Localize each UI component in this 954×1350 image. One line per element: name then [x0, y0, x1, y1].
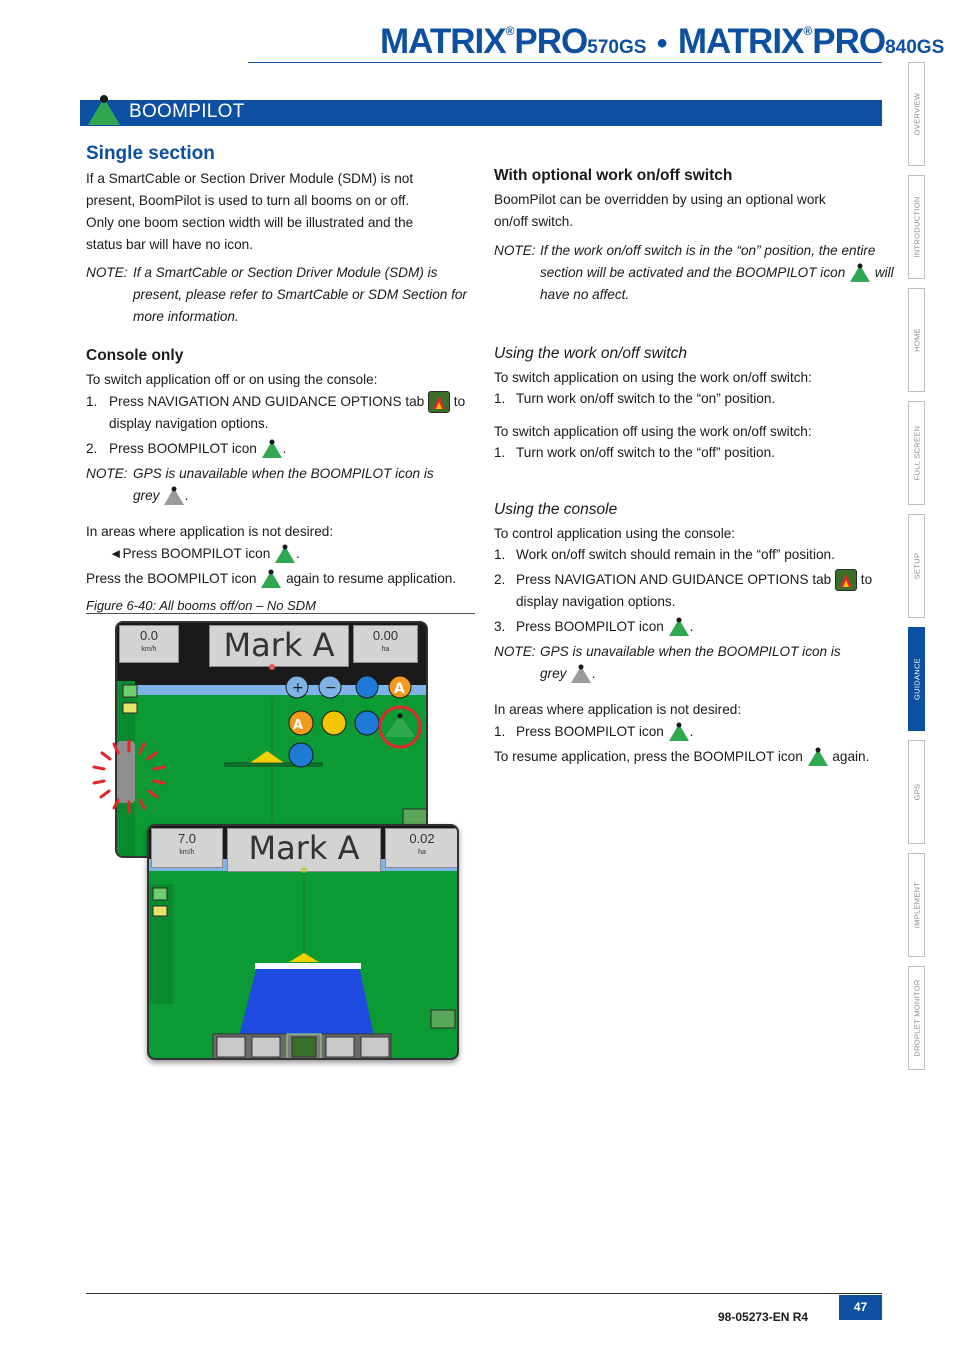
boompilot-grey-icon — [163, 486, 185, 506]
areas-not-desired: In areas where application is not desired: — [86, 524, 334, 539]
nav-guidance-tab-icon — [835, 569, 857, 591]
model-840gs: 840GS — [885, 37, 945, 58]
arrow-step: ◄Press BOOMPILOT icon . — [109, 543, 300, 565]
svg-text:A: A — [394, 681, 405, 697]
intro-paragraph: If a SmartCable or Section Driver Module (SDM) is not present, BoomPilot is used to turn all booms on or off. Only one boom section width will be illustrated and the status bar will have no icon. — [86, 171, 414, 252]
note-gps-line2: grey . — [540, 663, 596, 685]
boompilot-icon — [668, 617, 690, 637]
note-switch-line1: If the work on/off switch is in the “on” position, the entire — [540, 243, 876, 258]
mark-a-button[interactable]: Mark A — [209, 625, 349, 667]
switch-off-intro: To switch application off using the work on/off switch: — [494, 424, 812, 439]
console-intro: To switch application off or on using the console: — [86, 372, 378, 387]
console-control-intro: To control application using the console: — [494, 526, 736, 541]
speed-readout: 0.0 km/h — [119, 625, 179, 663]
tab-full-screen[interactable]: FULL SCREEN — [908, 401, 925, 505]
area-readout: 0.00 ha — [353, 625, 418, 663]
note-switch-line3: have no affect. — [540, 287, 630, 302]
areas-not-desired: In areas where application is not desired: — [494, 702, 742, 717]
switch-on-intro: To switch application on using the work on/off switch: — [494, 370, 812, 385]
note-label-3: NOTE: — [494, 243, 536, 258]
console-step-2-cont: display navigation options. — [516, 594, 676, 609]
switch-intro: BoomPilot can be overridden by using an optional work on/off switch. — [494, 192, 826, 229]
registered-mark-2: ® — [803, 24, 813, 38]
brand-matrix: MATRIX — [380, 22, 506, 61]
boompilot-icon — [807, 747, 829, 767]
note-gps-line2: grey . — [133, 485, 189, 507]
model-570gs: 570GS — [587, 37, 647, 58]
boompilot-icon — [260, 569, 282, 589]
tab-implement[interactable]: IMPLEMENT — [908, 853, 925, 957]
mark-a-button[interactable]: Mark A — [227, 828, 381, 872]
area-readout: 0.02 ha — [385, 828, 459, 868]
resume-application: To resume application, press the BOOMPILOT icon again. — [494, 746, 869, 768]
step-1-cont: display navigation options. — [109, 416, 269, 431]
section-bar — [80, 100, 882, 126]
step-number: 2. — [494, 572, 506, 587]
step-number: 1. — [494, 547, 506, 562]
brand-pro: PRO — [514, 22, 588, 61]
tab-home[interactable]: HOME — [908, 288, 925, 392]
header-rule — [248, 62, 882, 63]
boompilot-icon — [274, 544, 296, 564]
speed-readout: 7.0 km/h — [151, 828, 223, 868]
boompilot-grey-icon — [570, 664, 592, 684]
boompilot-icon — [849, 263, 871, 283]
note-label-1: NOTE: — [86, 265, 128, 280]
nav-guidance-tab-icon — [428, 391, 450, 413]
note-gps-line1: GPS is unavailable when the BOOMPILOT icon is — [540, 644, 841, 659]
svg-text:+: + — [292, 680, 304, 696]
svg-text:A: A — [293, 718, 304, 733]
areas-step-1: Press BOOMPILOT icon . — [516, 721, 693, 743]
note-gps-line1: GPS is unavailable when the BOOMPILOT icon is — [133, 466, 434, 481]
note-switch-line2: section will be activated and the BOOMPILOT icon will — [540, 262, 894, 284]
note-label-2: NOTE: — [86, 466, 128, 481]
brand-pro-2: PRO — [812, 22, 886, 61]
step-number: 1. — [86, 394, 98, 409]
switch-off-step: Turn work on/off switch to the “off” position. — [516, 445, 775, 460]
resume-text: Press the BOOMPILOT icon again to resume application. — [86, 568, 456, 590]
page-number: 47 — [839, 1295, 882, 1320]
boompilot-icon — [668, 722, 690, 742]
note-label-4: NOTE: — [494, 644, 536, 659]
tab-guidance[interactable]: GUIDANCE — [908, 627, 925, 731]
console-step-1: Work on/off switch should remain in the “off” position. — [516, 547, 835, 562]
console-only-heading: Console only — [86, 347, 184, 364]
step-number: 3. — [494, 619, 506, 634]
highlight-burst-icon — [84, 737, 174, 817]
product-title — [380, 22, 945, 62]
tab-overview[interactable]: OVERVIEW — [908, 62, 925, 166]
step-number: 1. — [494, 391, 506, 406]
console-step-2: Press NAVIGATION AND GUIDANCE OPTIONS tab to — [516, 569, 872, 591]
step-number: 1. — [494, 445, 506, 460]
title-bullet: • — [656, 27, 668, 60]
tab-gps[interactable]: GPS — [908, 740, 925, 844]
section-bar-label: BOOMPILOT — [129, 101, 245, 122]
screen2-graphics — [149, 826, 459, 1060]
step-1: Press NAVIGATION AND GUIDANCE OPTIONS tab to — [109, 391, 465, 413]
brand-matrix-2: MATRIX — [677, 22, 804, 61]
figure-caption: Figure 6-40: All booms off/on – No SDM — [86, 598, 317, 613]
step-2: Press BOOMPILOT icon . — [109, 438, 286, 460]
boompilot-icon — [84, 94, 124, 126]
optional-switch-heading: With optional work on/off switch — [494, 167, 733, 184]
single-section-heading: Single section — [86, 143, 215, 164]
caption-rule — [86, 613, 475, 614]
tab-introduction[interactable]: INTRODUCTION — [908, 175, 925, 279]
using-switch-heading: Using the work on/off switch — [494, 345, 687, 362]
footer-rule — [86, 1293, 882, 1294]
step-number: 2. — [86, 441, 98, 456]
screen-booms-on — [147, 824, 459, 1060]
step-number: 1. — [494, 724, 506, 739]
console-step-3: Press BOOMPILOT icon . — [516, 616, 693, 638]
tab-setup[interactable]: SETUP — [908, 514, 925, 618]
tab-droplet-monitor[interactable]: DROPLET MONITOR — [908, 966, 925, 1070]
switch-on-step: Turn work on/off switch to the “on” position. — [516, 391, 776, 406]
note-smartcable: If a SmartCable or Section Driver Module (SDM) is present, please refer to SmartCable or SDM Section for more information. — [133, 265, 467, 324]
svg-text:−: − — [325, 680, 337, 696]
boompilot-icon — [261, 439, 283, 459]
document-number: 98-05273-EN R4 — [718, 1310, 809, 1324]
using-console-heading: Using the console — [494, 501, 618, 518]
registered-mark: ® — [505, 24, 515, 38]
